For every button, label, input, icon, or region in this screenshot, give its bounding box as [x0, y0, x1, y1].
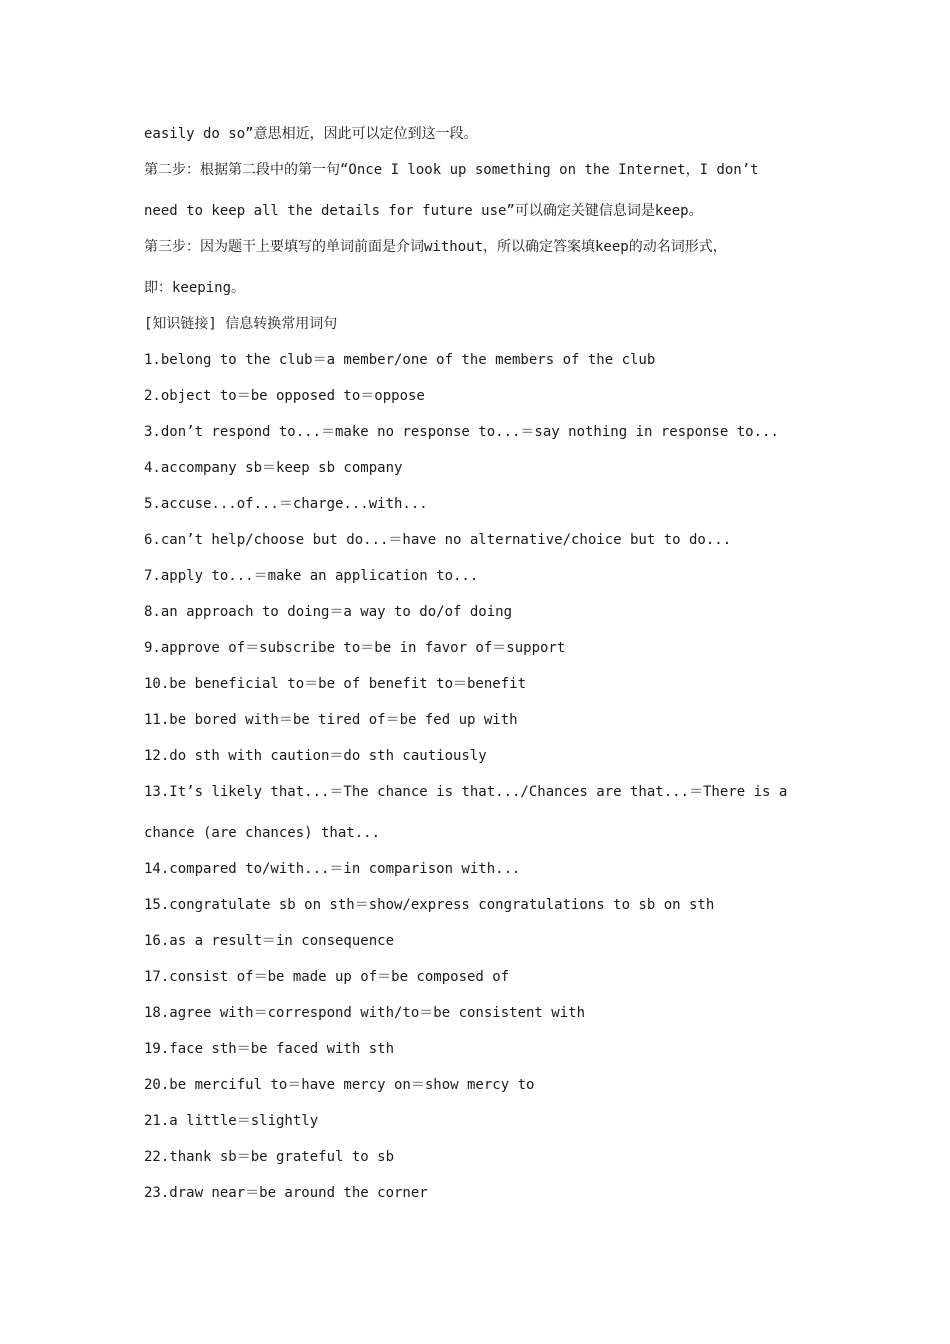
- list-item: 7.apply to...＝make an application to...: [144, 568, 479, 584]
- list-item: 3.don’t respond to...＝make no response to...＝say nothing in response to...: [144, 424, 779, 440]
- list-item: 11.be bored with＝be tired of＝be fed up with: [144, 712, 518, 728]
- list-item: 20.be merciful to＝have mercy on＝show mercy to: [144, 1077, 535, 1093]
- list-item: 10.be beneficial to＝be of benefit to＝benefit: [144, 676, 527, 692]
- list-item: 23.draw near＝be around the corner: [144, 1185, 428, 1201]
- list-item: 15.congratulate sb on sth＝show/express congratulations to sb on sth: [144, 897, 715, 913]
- list-item: 17.consist of＝be made up of＝be composed of: [144, 969, 510, 985]
- list-item: 8.an approach to doing＝a way to do/of doing: [144, 604, 513, 620]
- list-item: 21.a little＝slightly: [144, 1113, 319, 1129]
- explanation-step3-line-2: 即：keeping。: [144, 280, 246, 296]
- list-item: 1.belong to the club＝a member/one of the members of the club: [144, 352, 656, 368]
- list-item: 14.compared to/with...＝in comparison with...: [144, 861, 521, 877]
- explanation-step2-line-2: need to keep all the details for future use”可以确定关键信息词是keep。: [144, 203, 703, 219]
- explanation-step2-line-1: 第二步：根据第二段中的第一句“Once I look up something on the Internet，I don’t: [144, 162, 759, 178]
- list-item: 13.It’s likely that...＝The chance is that.../Chances are that...＝There is a: [144, 784, 788, 800]
- list-item: 2.object to＝be opposed to＝oppose: [144, 388, 425, 404]
- list-item: 19.face sth＝be faced with sth: [144, 1041, 395, 1057]
- list-item: 22.thank sb＝be grateful to sb: [144, 1149, 395, 1165]
- document-page: [144, 124, 824, 1203]
- list-item-continuation: chance (are chances) that...: [144, 825, 381, 841]
- list-item: 4.accompany sb＝keep sb company: [144, 460, 403, 476]
- list-item: 18.agree with＝correspond with/to＝be consistent with: [144, 1005, 586, 1021]
- list-item: 5.accuse...of...＝charge...with...: [144, 496, 428, 512]
- explanation-step3-line-1: 第三步：因为题干上要填写的单词前面是介词without，所以确定答案填keep的动名词形式，: [144, 239, 727, 255]
- list-item: 6.can’t help/choose but do...＝have no alternative/choice but to do...: [144, 532, 732, 548]
- knowledge-heading: [知识链接] 信息转换常用词句: [144, 316, 338, 332]
- list-item: 12.do sth with caution＝do sth cautiously: [144, 748, 487, 764]
- list-item: 9.approve of＝subscribe to＝be in favor of＝support: [144, 640, 566, 656]
- list-item: 16.as a result＝in consequence: [144, 933, 395, 949]
- explanation-line-1: easily do so”意思相近，因此可以定位到这一段。: [144, 126, 478, 142]
